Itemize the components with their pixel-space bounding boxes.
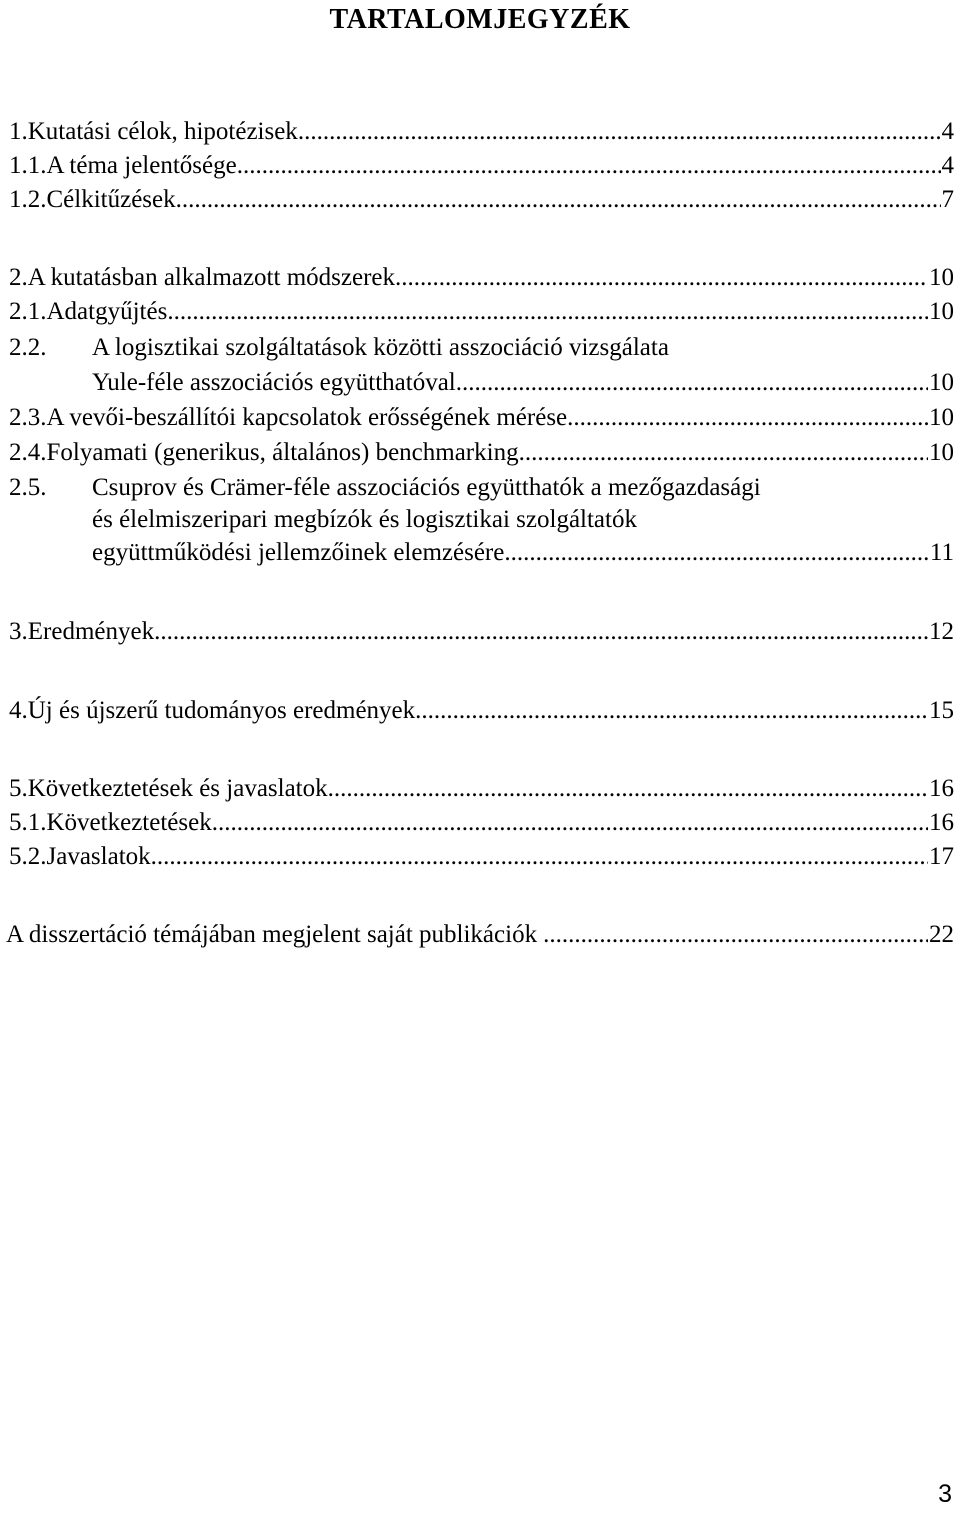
toc-leader-dots bbox=[328, 774, 928, 804]
toc-entry-number: 1.1. bbox=[9, 152, 47, 179]
toc-entry[interactable] bbox=[9, 808, 954, 838]
toc-entry-page: 15 bbox=[929, 697, 954, 724]
toc-entry-page: 22 bbox=[929, 921, 954, 948]
toc-leader-dots bbox=[298, 117, 941, 147]
toc-entry-page: 10 bbox=[929, 439, 954, 466]
toc-leader-dots bbox=[151, 842, 928, 872]
toc-entry-page: 10 bbox=[929, 264, 954, 291]
toc-entry-number: 5. bbox=[9, 775, 28, 802]
toc-entry-page: 7 bbox=[941, 186, 954, 213]
toc-leader-dots bbox=[415, 696, 928, 726]
toc-leader-dots bbox=[212, 808, 928, 838]
toc-entry-page: 16 bbox=[929, 809, 954, 836]
toc-entry-page: 11 bbox=[929, 539, 954, 566]
toc-entry-number: 2.2. bbox=[9, 334, 47, 361]
toc-leader-dots bbox=[176, 185, 941, 215]
toc-entry-number: 1.2. bbox=[9, 186, 47, 213]
toc-leader-dots bbox=[237, 151, 941, 181]
toc-entry-label-line2: és élelmiszeripari megbízók és logisztikai szolgáltatók bbox=[92, 506, 637, 533]
toc-entry-number: 5.1. bbox=[9, 809, 47, 836]
toc-entry[interactable] bbox=[92, 538, 954, 568]
toc-entry-first-line[interactable] bbox=[9, 473, 954, 503]
toc-leader-dots bbox=[504, 538, 929, 568]
toc-leader-dots bbox=[456, 368, 928, 398]
toc-entry-number: 3. bbox=[9, 618, 28, 645]
toc-leader-dots bbox=[519, 438, 928, 468]
toc-entry-label: Adatgyűjtés bbox=[46, 298, 168, 325]
toc-entry[interactable] bbox=[9, 185, 954, 215]
toc-entry-label: Új és újszerű tudományos eredmények bbox=[27, 697, 416, 724]
toc-entry[interactable] bbox=[9, 617, 954, 647]
toc-entry-number: 2.5. bbox=[9, 474, 47, 501]
toc-entry-page: 12 bbox=[929, 618, 954, 645]
toc-entry-page: 10 bbox=[929, 369, 954, 396]
toc-entry-page: 10 bbox=[929, 404, 954, 431]
toc-entry[interactable] bbox=[9, 696, 954, 726]
toc-entry-page: 10 bbox=[929, 298, 954, 325]
toc-entry-label: Javaslatok bbox=[46, 843, 151, 870]
toc-entry-page: 4 bbox=[941, 118, 954, 145]
toc-entry-label: együttműködési jellemzőinek elemzésére bbox=[92, 539, 505, 566]
toc-entry-number: 2.3. bbox=[9, 404, 47, 431]
toc-entry-number: 2.4. bbox=[9, 439, 47, 466]
toc-entry-label: Eredmények bbox=[27, 618, 155, 645]
toc-entry-number: 1. bbox=[9, 118, 28, 145]
toc-leader-dots bbox=[537, 920, 928, 950]
toc-entry-label: A vevői-beszállítói kapcsolatok erősségének mérése bbox=[46, 404, 568, 431]
toc-entry-page: 4 bbox=[941, 152, 954, 179]
toc-entry-label-line1: A logisztikai szolgáltatások közötti asszociáció vizsgálata bbox=[92, 334, 669, 361]
toc-leader-dots bbox=[154, 617, 928, 647]
toc-entry-label: Következtetések bbox=[46, 809, 212, 836]
toc-entry-number: 2.1. bbox=[9, 298, 47, 325]
page-title: TARTALOMJEGYZÉK bbox=[329, 4, 631, 35]
toc-entry-label: A kutatásban alkalmazott módszerek bbox=[27, 264, 395, 291]
toc-entry[interactable] bbox=[9, 438, 954, 468]
toc-entry[interactable] bbox=[9, 297, 954, 327]
toc-entry[interactable] bbox=[6, 920, 954, 950]
toc-entry-number: 4. bbox=[9, 697, 28, 724]
toc-entry[interactable] bbox=[9, 263, 954, 293]
toc-entry-page: 17 bbox=[929, 843, 954, 870]
toc-entry-number: 2. bbox=[9, 264, 28, 291]
toc-entry-label: Folyamati (generikus, általános) benchmarking bbox=[46, 439, 519, 466]
toc-entry[interactable] bbox=[9, 774, 954, 804]
toc-entry-label: Következtetések és javaslatok bbox=[27, 775, 328, 802]
toc-entry-label: Yule-féle asszociációs együtthatóval bbox=[92, 369, 456, 396]
toc-leader-dots bbox=[395, 263, 928, 293]
toc-entry-label: Kutatási célok, hipotézisek bbox=[27, 118, 298, 145]
toc-entry[interactable] bbox=[9, 117, 954, 147]
toc-entry[interactable] bbox=[9, 151, 954, 181]
toc-entry-label: A téma jelentősége bbox=[46, 152, 237, 179]
toc-leader-dots bbox=[567, 403, 928, 433]
toc-entry-label: Célkitűzések bbox=[46, 186, 176, 213]
page-number: 3 bbox=[938, 1480, 952, 1508]
toc-entry[interactable] bbox=[92, 368, 954, 398]
toc-leader-dots bbox=[167, 297, 928, 327]
toc-entry-first-line[interactable] bbox=[9, 333, 954, 363]
toc-entry-label: A disszertáció témájában megjelent saját publikációk bbox=[6, 921, 538, 948]
toc-entry[interactable] bbox=[9, 842, 954, 872]
toc-entry-page: 16 bbox=[929, 775, 954, 802]
toc-entry-number: 5.2. bbox=[9, 843, 47, 870]
toc-entry[interactable] bbox=[9, 403, 954, 433]
toc-entry-label-line1: Csuprov és Crämer-féle asszociációs együtthatók a mezőgazdasági bbox=[92, 474, 761, 501]
toc-entry-second-line[interactable] bbox=[92, 505, 954, 535]
